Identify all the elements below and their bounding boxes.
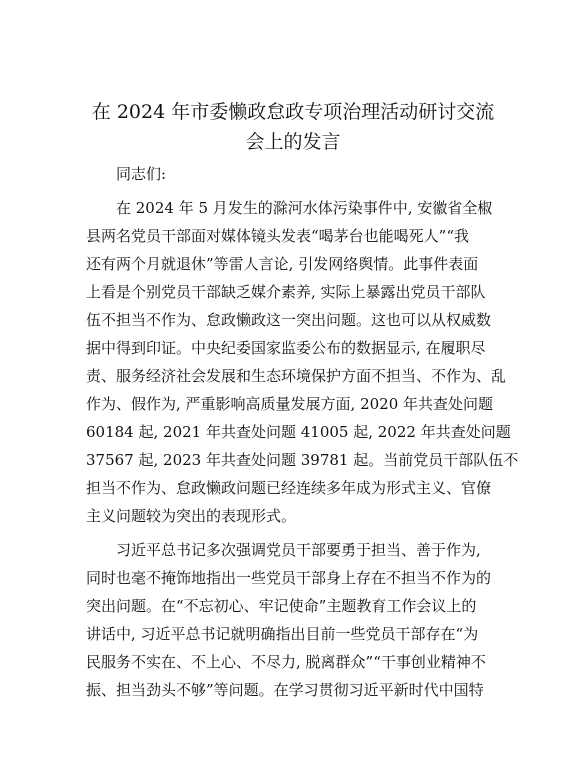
- paragraph-line: 习近平总书记多次强调党员干部要勇于担当、善于作为,: [116, 541, 481, 559]
- paragraph-line: 同时也毫不掩饰地指出一些党员干部身上存在不担当不作为的: [86, 569, 492, 587]
- paragraph-line: 作为、假作为, 严重影响高质量发展方面, 2020 年共查处问题: [86, 395, 494, 413]
- greeting: 同志们:: [116, 165, 167, 183]
- document-title: [40, 97, 546, 157]
- paragraph-line: 上看是个别党员干部缺乏媒介素养, 实际上暴露出党员干部队: [86, 283, 486, 301]
- paragraph-line: 振、担当劲头不够”等问题。在学习贯彻习近平新时代中国特: [86, 681, 484, 699]
- document-body: [86, 160, 519, 704]
- paragraph-1: [86, 194, 519, 530]
- paragraph-line: 还有两个月就退休”等雷人言论, 引发网络舆情。此事件表面: [86, 255, 479, 273]
- paragraph-line: 讲话中, 习近平总书记就明确指出目前一些党员干部存在“为: [86, 625, 479, 643]
- paragraph-line: 在 2024 年 5 月发生的滁河水体污染事件中, 安徽省全椒: [116, 199, 493, 217]
- paragraph-line: 担当不作为、怠政懒政问题已经连续多年成为形式主义、官僚: [86, 479, 492, 497]
- paragraph-line: 37567 起, 2023 年共查处问题 39781 起。当前党员干部队伍不: [86, 451, 519, 469]
- paragraph-line: 民服务不实在、不上心、不尽力, 脱离群众”“干事创业精神不: [86, 653, 486, 671]
- paragraph-2: [86, 536, 506, 704]
- title-line: 会上的发言: [245, 131, 341, 153]
- paragraph-line: 60184 起, 2021 年共查处问题 41005 起, 2022 年共查处问题: [86, 423, 511, 441]
- paragraph-line: 伍不担当不作为、怠政懒政这一突出问题。这也可以从权威数: [86, 311, 492, 329]
- paragraph-line: 据中得到印证。中央纪委国家监委公布的数据显示, 在履职尽: [86, 339, 486, 357]
- paragraph-line: 县两名党员干部面对媒体镜头发表“喝茅台也能喝死人”“我: [86, 227, 470, 245]
- paragraph-line: 主义问题较为突出的表现形式。: [86, 507, 297, 525]
- paragraph-line: 突出问题。在“不忘初心、牢记使命”主题教育工作会议上的: [86, 597, 477, 615]
- paragraph-line: 责、服务经济社会发展和生态环境保护方面不担当、不作为、乱: [86, 367, 507, 385]
- title-line: 在 2024 年市委懒政怠政专项治理活动研讨交流: [91, 101, 495, 123]
